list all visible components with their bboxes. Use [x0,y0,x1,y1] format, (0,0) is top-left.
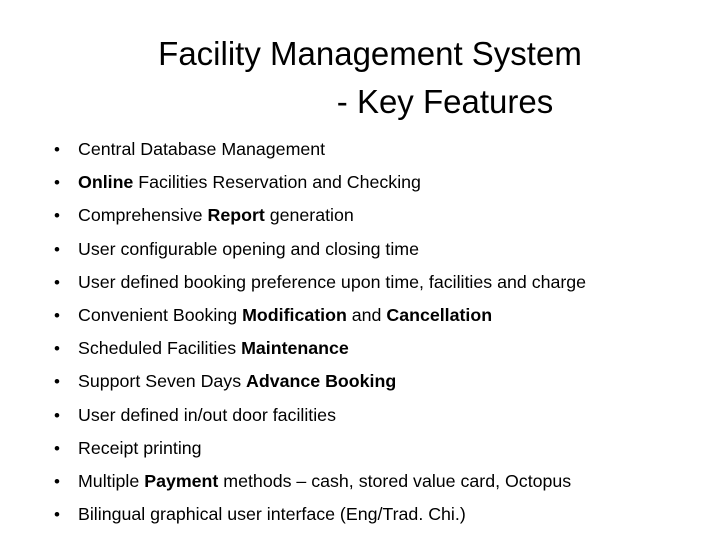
bullet-icon: • [54,438,60,458]
feature-text [78,332,349,365]
feature-text-segment: generation [264,205,354,226]
bullet-icon: • [54,305,60,325]
feature-text-emphasis: Online [78,172,134,193]
feature-text-emphasis: Modification [242,304,347,325]
feature-text-segment: Comprehensive [78,205,208,226]
feature-text-segment: User configurable opening and closing time [78,238,420,259]
feature-text [78,399,336,432]
slide-title [100,30,640,126]
feature-text-emphasis: Report [207,205,265,226]
feature-text [78,266,586,299]
feature-text [78,133,325,166]
feature-item [0,465,720,498]
bullet-icon: • [54,239,60,259]
bullet-icon: • [54,339,60,359]
feature-text-segment: Central Database Management [78,139,326,159]
feature-item [0,432,720,465]
feature-text [78,299,492,332]
feature-text-emphasis: Payment [144,470,219,491]
bullet-icon: • [54,206,60,226]
feature-item [0,399,720,432]
bullet-icon: • [54,140,60,159]
feature-item [0,498,720,531]
bullet-icon: • [54,471,60,491]
feature-text-segment: Bilingual graphical user interface (Eng/Trad. Chi.) [78,504,466,525]
feature-item [0,266,720,299]
feature-list [0,133,720,531]
feature-text-segment: Receipt printing [78,437,202,458]
feature-text [78,465,571,498]
title-line-1: Facility Management System [158,35,582,72]
feature-item [0,299,720,332]
feature-text [78,233,419,266]
feature-text [78,199,354,232]
feature-text-segment: User defined in/out door facilities [78,404,336,425]
feature-text-segment: Facilities Reservation and Checking [133,172,421,193]
feature-text [78,166,421,199]
bullet-icon: • [54,272,60,292]
feature-text-segment: Multiple [78,470,145,491]
feature-item [0,233,720,266]
feature-item [0,365,720,398]
bullet-icon: • [54,405,60,425]
feature-text-segment: Convenient Booking [78,304,243,325]
feature-item [0,332,720,365]
feature-text-emphasis: Cancellation [386,304,493,325]
feature-item [0,166,720,199]
feature-text-emphasis: Advance Booking [246,371,397,392]
feature-text-segment: Support Seven Days [78,371,247,392]
feature-text-emphasis: Maintenance [241,338,349,359]
feature-text [78,365,396,398]
feature-item [0,199,720,232]
feature-text-segment: Scheduled Facilities [78,338,242,359]
title-line-2: - Key Features [336,83,554,120]
feature-text-segment: User defined booking preference upon time, facilities and charge [78,271,587,292]
bullet-icon: • [54,173,60,193]
feature-text [78,432,202,465]
feature-text-segment: and [346,304,387,325]
feature-text-segment: methods – cash, stored value card, Octopus [218,470,572,491]
bullet-icon: • [54,372,60,392]
feature-text [78,498,466,531]
bullet-icon: • [54,505,60,525]
feature-item [0,133,720,166]
